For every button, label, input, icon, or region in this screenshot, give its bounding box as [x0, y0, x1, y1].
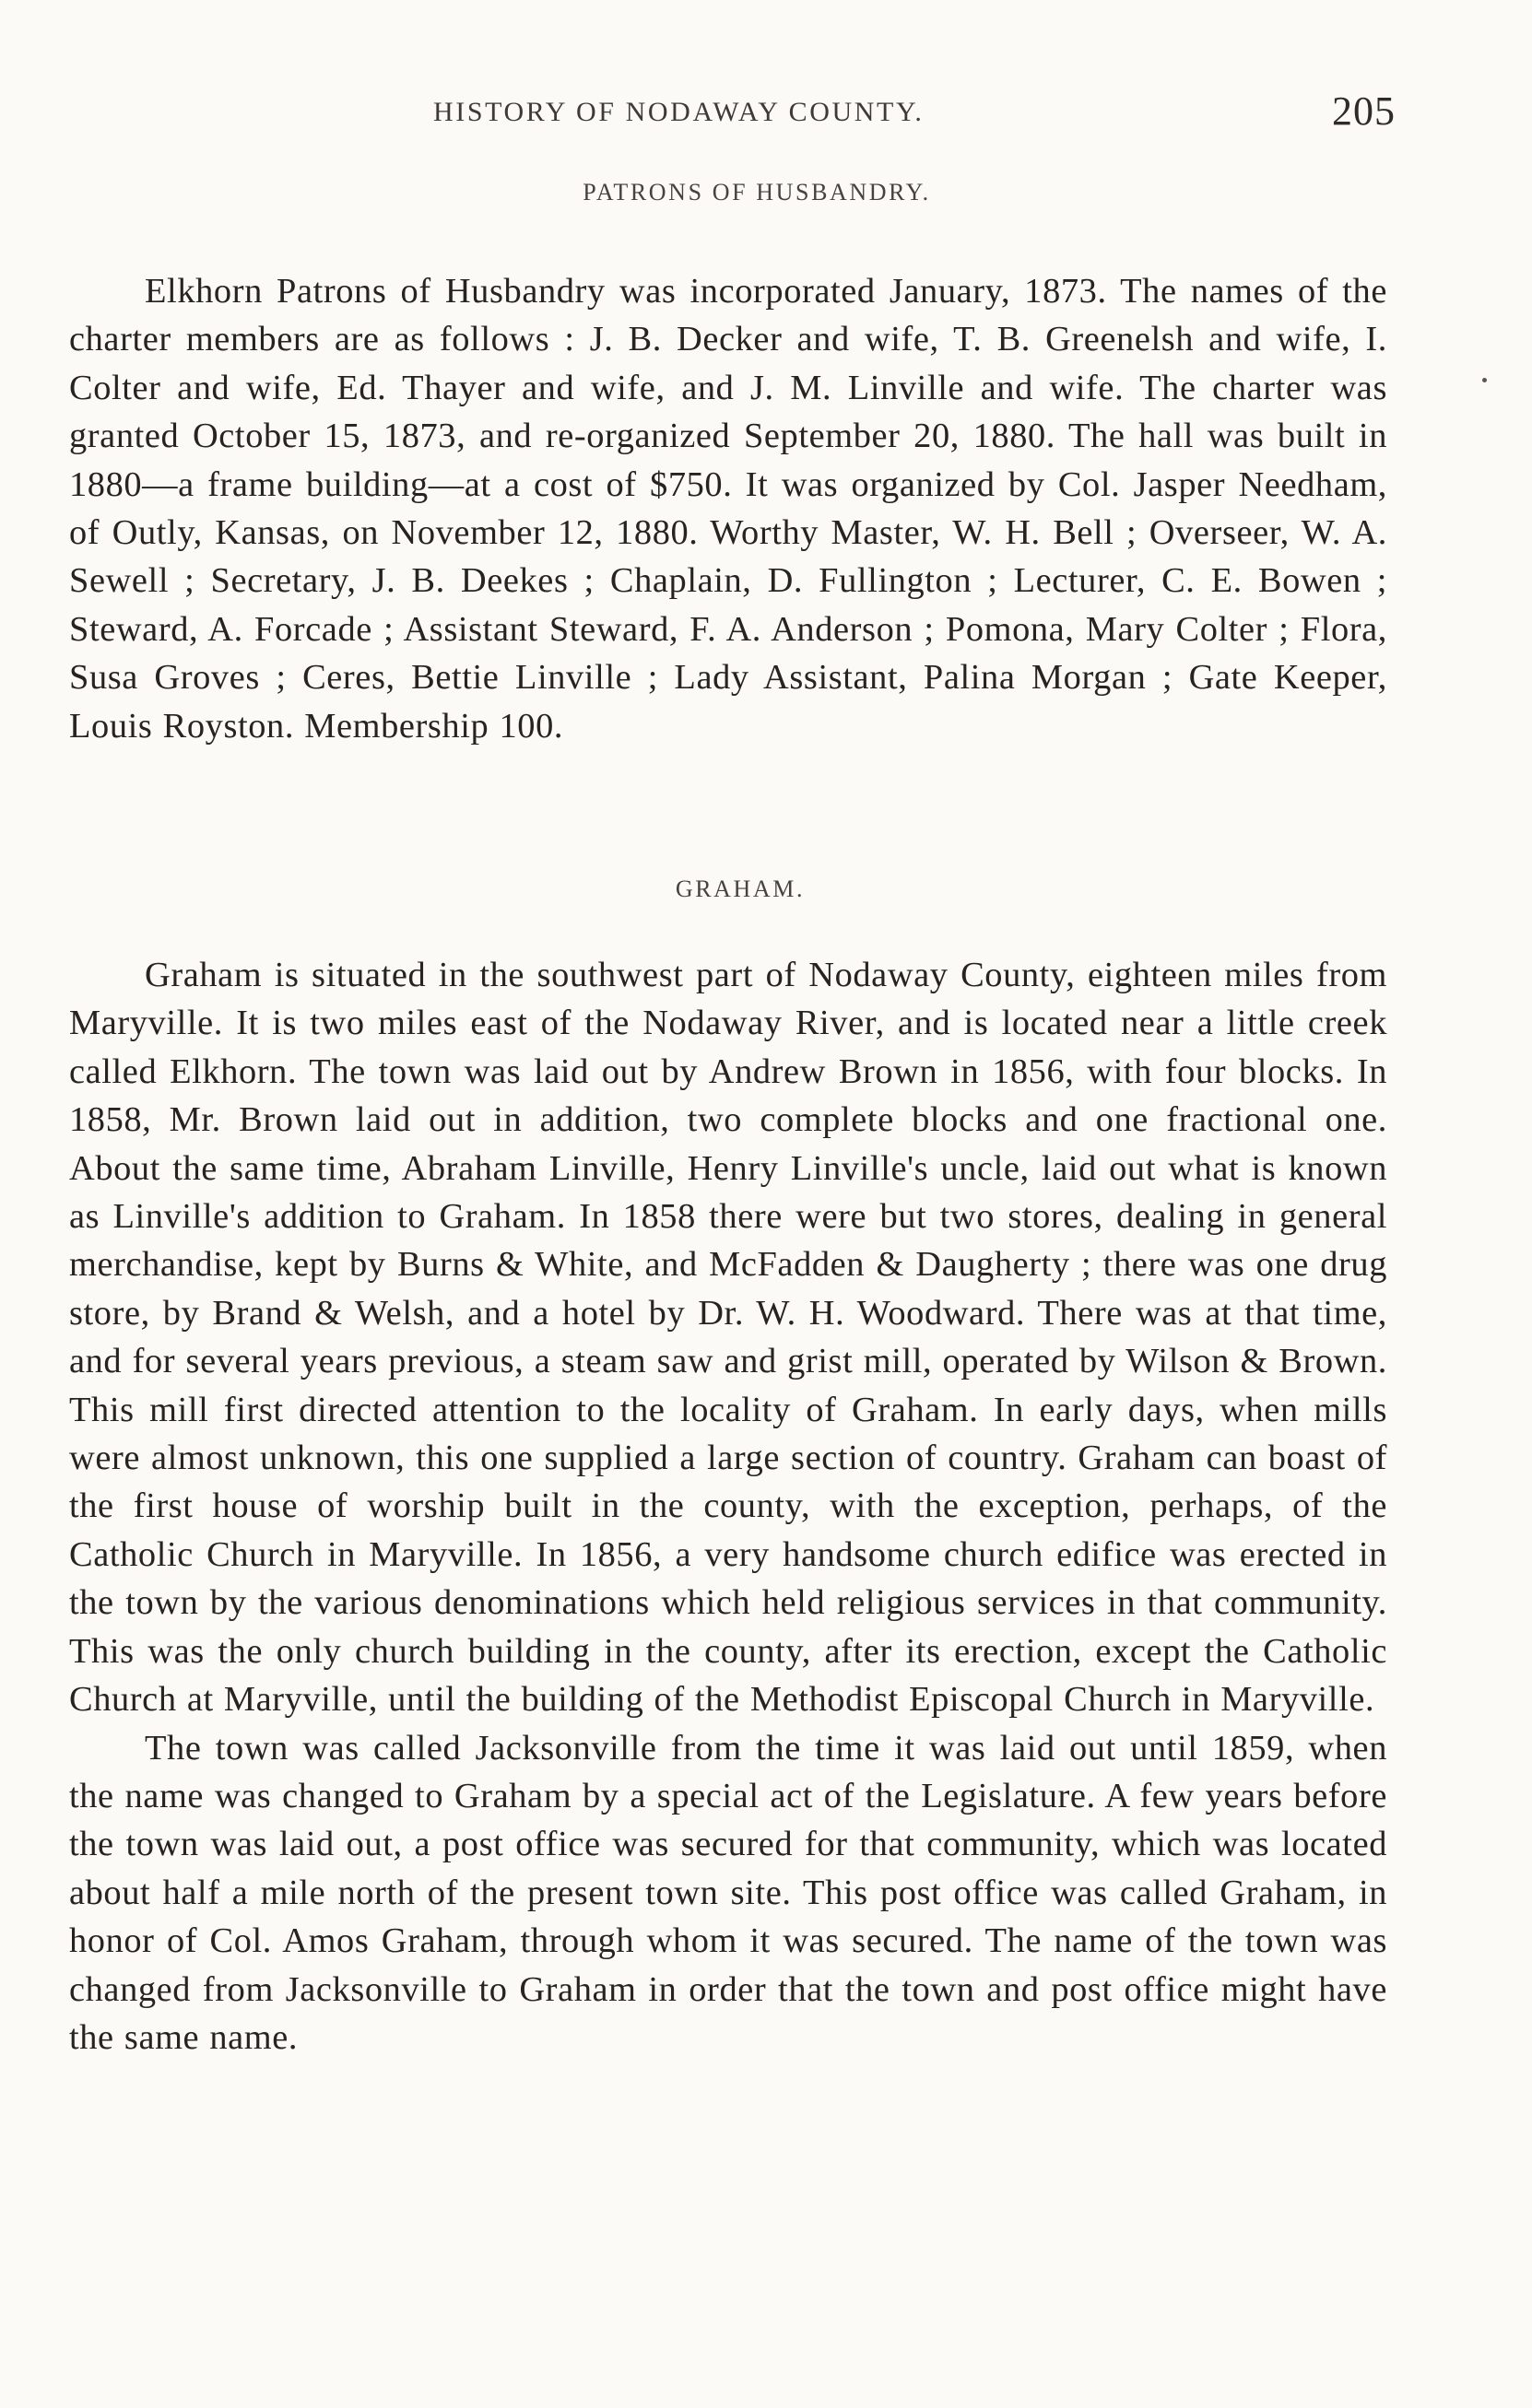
paragraph: The town was called Jacksonville from the time it was laid out until 1859, when the name was changed to Graham by a special act of the Legislature. A few years before the town was laid out, a post office was secured for that community, which was located about half a mile north of the present town site. This post office was called Graham, in honor of Col. Amos Graham, through whom it was secured. The name of the town was changed from Jacksonville to Graham in order that the town and post office might have the same name. [69, 1728, 1387, 2057]
paragraph: Elkhorn Patrons of Husbandry was incorporated January, 1873. The names of the charter members are as follows : J. B. Decker and wife, T. B. Greenelsh and wife, I. Colter and wife, Ed. Thayer and wife, and J. M. Linville and wife. The charter was granted October 15, 1873, and re-organized September 20, 1880. The hall was built in 1880—a frame building—at a cost of $750. It was organized by Col. Jasper Needham, of Outly, Kansas, on November 12, 1880. Worthy Master, W. H. Bell ; Overseer, W. A. Sewell ; Secretary, J. B. Deekes ; Chaplain, D. Fullington ; Lecturer, C. E. Bowen ; Steward, A. Forcade ; Assistant Steward, F. A. Anderson ; Pomona, Mary Colter ; Flora, Susa Groves ; Ceres, Bettie Linville ; Lady Assistant, Palina Morgan ; Gate Keeper, Louis Royston. Membership 100. [69, 272, 1387, 746]
section-body-patrons-of-husbandry [69, 267, 1387, 750]
page-number: 205 [1332, 88, 1396, 134]
margin-ink-speck [1482, 378, 1487, 382]
running-head [0, 88, 1532, 152]
section-heading-graham: GRAHAM. [675, 875, 806, 902]
section-body-graham [69, 951, 1387, 2061]
running-title: HISTORY OF NODAWAY COUNTY. [433, 97, 925, 127]
paragraph: Graham is situated in the southwest part of Nodaway County, eighteen miles from Maryville. It is two miles east of the Nodaway River, and is located near a little creek called Elkhorn. The town was laid out by Andrew Brown in 1856, with four blocks. In 1858, Mr. Brown laid out in addition, two complete blocks and one fractional one. About the same time, Abraham Linville, Henry Linville's uncle, laid out what is known as Linville's addition to Graham. In 1858 there were but two stores, dealing in general merchandise, kept by Burns & White, and McFadden & Daugherty ; there was one drug store, by Brand & Welsh, and a hotel by Dr. W. H. Woodward. There was at that time, and for several years previous, a steam saw and grist mill, operated by Wilson & Brown. This mill first directed attention to the locality of Graham. In early days, when mills were almost unknown, this one supplied a large section of country. Graham can boast of the first house of worship built in the county, with the exception, perhaps, of the Catholic Church in Maryville. In 1856, a very handsome church edifice was erected in the town by the various denominations which held religious services in that community. This was the only church building in the county, after its erection, except the Catholic Church at Maryville, until the building of the Methodist Episcopal Church in Maryville. [69, 956, 1387, 1720]
section-heading-patrons-of-husbandry: PATRONS OF HUSBANDRY. [583, 179, 931, 206]
